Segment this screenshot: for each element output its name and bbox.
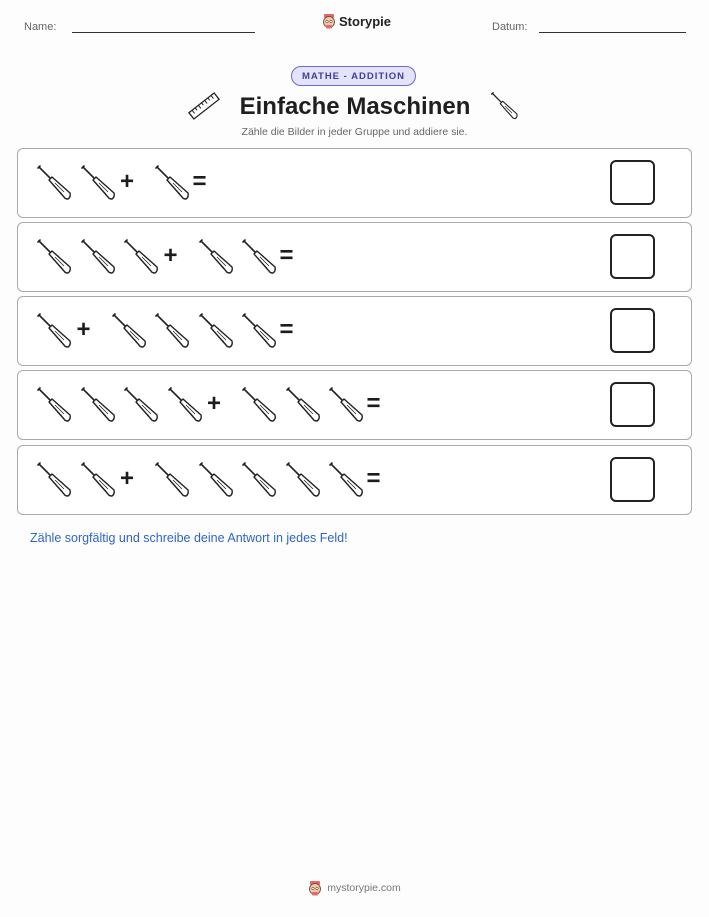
screwdriver-icon bbox=[154, 164, 192, 202]
screwdriver-icon bbox=[241, 238, 279, 276]
screwdriver-icon bbox=[198, 312, 236, 350]
storypie-mascot-icon bbox=[308, 880, 322, 896]
problem-row bbox=[17, 148, 692, 218]
answer-box[interactable] bbox=[610, 457, 655, 502]
screwdriver-icon bbox=[328, 386, 366, 424]
brand-name: Storypie bbox=[339, 13, 392, 29]
screwdriver-icon bbox=[80, 164, 118, 202]
plus-sign: + bbox=[119, 168, 134, 195]
page-footer bbox=[0, 880, 709, 896]
equals-sign: = bbox=[192, 168, 207, 195]
screwdriver-icon bbox=[123, 238, 161, 276]
screwdriver-icon bbox=[154, 461, 192, 499]
footer-site: mystorypie.com bbox=[327, 882, 401, 894]
plus-sign: + bbox=[206, 390, 221, 417]
screwdriver-icon bbox=[198, 461, 236, 499]
problem-row bbox=[17, 370, 692, 440]
name-label: Name: bbox=[24, 21, 57, 33]
screwdriver-icon bbox=[36, 461, 74, 499]
screwdriver-icon bbox=[36, 164, 74, 202]
screwdriver-icon bbox=[36, 238, 74, 276]
screwdriver-icon bbox=[111, 312, 149, 350]
category-badge: MATHE - ADDITION bbox=[291, 66, 416, 86]
plus-sign: + bbox=[119, 465, 134, 492]
screwdriver-icon bbox=[36, 386, 74, 424]
equals-sign: = bbox=[366, 390, 381, 417]
screwdriver-icon bbox=[80, 238, 118, 276]
screwdriver-icon bbox=[80, 461, 118, 499]
screwdriver-icon bbox=[241, 386, 279, 424]
brand-logo bbox=[322, 13, 391, 29]
answer-box[interactable] bbox=[610, 382, 655, 427]
screwdriver-icon bbox=[241, 461, 279, 499]
equals-sign: = bbox=[279, 316, 294, 343]
page-title: Einfache Maschinen bbox=[239, 93, 471, 120]
problem-row bbox=[17, 296, 692, 366]
screwdriver-icon bbox=[285, 386, 323, 424]
instruction-note: Zähle sorgfältig und schreibe deine Antwort in jedes Feld! bbox=[30, 531, 348, 545]
date-label: Datum: bbox=[492, 21, 528, 33]
date-line[interactable] bbox=[539, 32, 686, 33]
screwdriver-icon bbox=[80, 386, 118, 424]
ruler-icon bbox=[187, 90, 221, 122]
problem-row bbox=[17, 445, 692, 515]
screwdriver-icon bbox=[123, 386, 161, 424]
screwdriver-icon bbox=[36, 312, 74, 350]
worksheet-header bbox=[0, 0, 709, 50]
problem-row bbox=[17, 222, 692, 292]
screwdriver-icon bbox=[285, 461, 323, 499]
name-line[interactable] bbox=[72, 32, 255, 33]
instructions-subtitle: Zähle die Bilder in jeder Gruppe und addiere sie. bbox=[241, 126, 468, 138]
screwdriver-icon bbox=[154, 312, 192, 350]
screwdriver-icon bbox=[198, 238, 236, 276]
answer-box[interactable] bbox=[610, 308, 655, 353]
storypie-mascot-icon bbox=[322, 13, 336, 29]
plus-sign: + bbox=[163, 242, 178, 269]
equals-sign: = bbox=[366, 465, 381, 492]
answer-box[interactable] bbox=[610, 234, 655, 279]
screwdriver-icon bbox=[328, 461, 366, 499]
screwdriver-icon bbox=[167, 386, 205, 424]
screwdriver-icon bbox=[490, 91, 520, 121]
answer-box[interactable] bbox=[610, 160, 655, 205]
screwdriver-icon bbox=[241, 312, 279, 350]
plus-sign: + bbox=[76, 316, 91, 343]
equals-sign: = bbox=[279, 242, 294, 269]
